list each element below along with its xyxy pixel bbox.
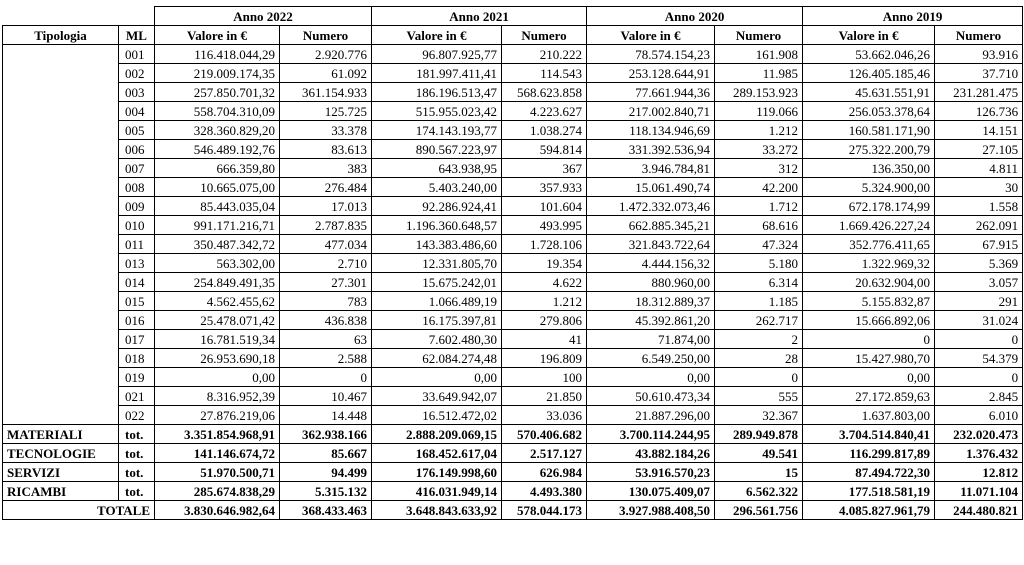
numero-cell: 436.838	[280, 311, 372, 330]
empty-corner-cell	[3, 7, 155, 26]
valore-cell: 6.549.250,00	[587, 349, 715, 368]
numero-cell: 2.517.127	[502, 444, 587, 463]
ml-code-cell: 002	[119, 64, 155, 83]
valore-cell: 321.843.722,64	[587, 235, 715, 254]
numero-cell: 312	[715, 159, 803, 178]
tipologia-cell	[3, 254, 119, 273]
category-total-row	[3, 463, 1023, 482]
valore-cell: 254.849.491,35	[155, 273, 280, 292]
table-cell: 244.480.821	[935, 501, 1023, 520]
ml-code-cell: 005	[119, 121, 155, 140]
valore-cell: 890.567.223,97	[372, 140, 502, 159]
tipologia-cell	[3, 311, 119, 330]
numero-cell: 0	[715, 368, 803, 387]
valore-cell: 3.704.514.840,41	[803, 425, 935, 444]
ml-code-cell: 009	[119, 197, 155, 216]
category-label: SERVIZI	[3, 463, 119, 482]
ml-code-cell: 007	[119, 159, 155, 178]
valore-cell: 12.331.805,70	[372, 254, 502, 273]
valore-cell: 256.053.378,64	[803, 102, 935, 121]
valore-cell: 331.392.536,94	[587, 140, 715, 159]
numero-cell: 32.367	[715, 406, 803, 425]
numero-cell: 2.920.776	[280, 45, 372, 64]
valore-cell: 219.009.174,35	[155, 64, 280, 83]
valore-cell: 126.405.185,46	[803, 64, 935, 83]
numero-cell: 41	[502, 330, 587, 349]
category-label: MATERIALI	[3, 425, 119, 444]
valore-cell: 50.610.473,34	[587, 387, 715, 406]
numero-cell: 101.604	[502, 197, 587, 216]
numero-cell: 493.995	[502, 216, 587, 235]
category-total-row	[3, 482, 1023, 501]
tot-marker: tot.	[119, 482, 155, 501]
numero-cell: 6.314	[715, 273, 803, 292]
numero-cell: 2.588	[280, 349, 372, 368]
valore-cell: 666.359,80	[155, 159, 280, 178]
valore-cell: 27.876.219,06	[155, 406, 280, 425]
valore-cell: 181.997.411,41	[372, 64, 502, 83]
valore-cell: 352.776.411,65	[803, 235, 935, 254]
numero-cell: 21.850	[502, 387, 587, 406]
year-header-2019: Anno 2019	[803, 7, 1023, 26]
valore-cell: 7.602.480,30	[372, 330, 502, 349]
column-header-numero: Numero	[502, 26, 587, 45]
numero-cell: 12.812	[935, 463, 1023, 482]
table-row	[3, 254, 1023, 273]
numero-cell: 291	[935, 292, 1023, 311]
valore-cell: 116.299.817,89	[803, 444, 935, 463]
valore-cell: 285.674.838,29	[155, 482, 280, 501]
table-row	[3, 121, 1023, 140]
valore-cell: 1.322.969,32	[803, 254, 935, 273]
ml-code-cell: 014	[119, 273, 155, 292]
ml-code-cell: 016	[119, 311, 155, 330]
numero-cell: 114.543	[502, 64, 587, 83]
numero-cell: 1.376.432	[935, 444, 1023, 463]
numero-cell: 362.938.166	[280, 425, 372, 444]
tipologia-cell	[3, 45, 119, 64]
table-cell: 368.433.463	[280, 501, 372, 520]
ml-code-cell: 011	[119, 235, 155, 254]
valore-cell: 118.134.946,69	[587, 121, 715, 140]
valore-cell: 5.324.900,00	[803, 178, 935, 197]
valore-cell: 77.661.944,36	[587, 83, 715, 102]
tipologia-cell	[3, 121, 119, 140]
numero-cell: 262.091	[935, 216, 1023, 235]
table-row	[3, 330, 1023, 349]
ml-code-cell: 018	[119, 349, 155, 368]
numero-cell: 0	[935, 368, 1023, 387]
numero-cell: 6.562.322	[715, 482, 803, 501]
numero-cell: 1.185	[715, 292, 803, 311]
table-row	[3, 102, 1023, 121]
numero-cell: 4.493.380	[502, 482, 587, 501]
table-row	[3, 311, 1023, 330]
valore-cell: 136.350,00	[803, 159, 935, 178]
column-header-numero: Numero	[715, 26, 803, 45]
column-header-numero: Numero	[280, 26, 372, 45]
numero-cell: 289.153.923	[715, 83, 803, 102]
ml-code-cell: 008	[119, 178, 155, 197]
numero-cell: 15	[715, 463, 803, 482]
numero-cell: 10.467	[280, 387, 372, 406]
tipologia-cell	[3, 64, 119, 83]
numero-cell: 17.013	[280, 197, 372, 216]
table-row	[3, 406, 1023, 425]
category-total-row	[3, 425, 1023, 444]
table-row	[3, 292, 1023, 311]
valore-cell: 177.518.581,19	[803, 482, 935, 501]
valore-cell: 45.392.861,20	[587, 311, 715, 330]
tipologia-cell	[3, 178, 119, 197]
numero-cell: 1.728.106	[502, 235, 587, 254]
tot-marker: tot.	[119, 425, 155, 444]
numero-cell: 2.845	[935, 387, 1023, 406]
numero-cell: 11.985	[715, 64, 803, 83]
numero-cell: 0	[280, 368, 372, 387]
valore-cell: 85.443.035,04	[155, 197, 280, 216]
tipologia-cell	[3, 235, 119, 254]
year-header-2020: Anno 2020	[587, 7, 803, 26]
valore-cell: 0,00	[372, 368, 502, 387]
ml-code-cell: 019	[119, 368, 155, 387]
ml-code-cell: 003	[119, 83, 155, 102]
valore-cell: 662.885.345,21	[587, 216, 715, 235]
tipologia-cell	[3, 197, 119, 216]
valore-cell: 1.472.332.073,46	[587, 197, 715, 216]
valore-cell: 168.452.617,04	[372, 444, 502, 463]
table-row	[3, 178, 1023, 197]
valore-cell: 21.887.296,00	[587, 406, 715, 425]
valore-cell: 26.953.690,18	[155, 349, 280, 368]
numero-cell: 1.212	[502, 292, 587, 311]
numero-cell: 262.717	[715, 311, 803, 330]
numero-cell: 232.020.473	[935, 425, 1023, 444]
valore-cell: 416.031.949,14	[372, 482, 502, 501]
numero-cell: 63	[280, 330, 372, 349]
numero-cell: 31.024	[935, 311, 1023, 330]
numero-cell: 30	[935, 178, 1023, 197]
valore-cell: 5.403.240,00	[372, 178, 502, 197]
table-row	[3, 273, 1023, 292]
table-row	[3, 140, 1023, 159]
column-header-valore: Valore in €	[587, 26, 715, 45]
tipologia-cell	[3, 216, 119, 235]
valore-cell: 15.675.242,01	[372, 273, 502, 292]
numero-cell: 85.667	[280, 444, 372, 463]
table-row	[3, 349, 1023, 368]
numero-cell: 19.354	[502, 254, 587, 273]
ml-code-cell: 013	[119, 254, 155, 273]
numero-cell: 67.915	[935, 235, 1023, 254]
valore-cell: 2.888.209.069,15	[372, 425, 502, 444]
valore-cell: 0,00	[155, 368, 280, 387]
tipologia-cell	[3, 387, 119, 406]
valore-cell: 176.149.998,60	[372, 463, 502, 482]
valore-cell: 546.489.192,76	[155, 140, 280, 159]
numero-cell: 1.558	[935, 197, 1023, 216]
ml-code-cell: 015	[119, 292, 155, 311]
numero-cell: 27.105	[935, 140, 1023, 159]
valore-cell: 186.196.513,47	[372, 83, 502, 102]
grand-total-row	[3, 501, 1023, 520]
valore-cell: 45.631.551,91	[803, 83, 935, 102]
table-row	[3, 197, 1023, 216]
tipologia-cell	[3, 368, 119, 387]
valore-cell: 130.075.409,07	[587, 482, 715, 501]
valore-cell: 275.322.200,79	[803, 140, 935, 159]
valore-cell: 1.066.489,19	[372, 292, 502, 311]
valore-cell: 1.669.426.227,24	[803, 216, 935, 235]
valore-cell: 16.175.397,81	[372, 311, 502, 330]
numero-cell: 626.984	[502, 463, 587, 482]
valore-cell: 174.143.193,77	[372, 121, 502, 140]
numero-cell: 367	[502, 159, 587, 178]
numero-cell: 28	[715, 349, 803, 368]
numero-cell: 555	[715, 387, 803, 406]
numero-cell: 210.222	[502, 45, 587, 64]
numero-cell: 5.369	[935, 254, 1023, 273]
numero-cell: 568.623.858	[502, 83, 587, 102]
numero-cell: 6.010	[935, 406, 1023, 425]
numero-cell: 37.710	[935, 64, 1023, 83]
numero-cell: 1.212	[715, 121, 803, 140]
tipologia-cell	[3, 406, 119, 425]
numero-cell: 49.541	[715, 444, 803, 463]
grand-total-body	[3, 501, 1023, 520]
valore-cell: 0	[803, 330, 935, 349]
column-header-ml: ML	[119, 26, 155, 45]
year-header-2022: Anno 2022	[155, 7, 372, 26]
table-cell: 578.044.173	[502, 501, 587, 520]
table-row	[3, 387, 1023, 406]
numero-cell: 289.949.878	[715, 425, 803, 444]
valore-cell: 53.916.570,23	[587, 463, 715, 482]
valore-cell: 15.061.490,74	[587, 178, 715, 197]
table-cell: 3.648.843.633,92	[372, 501, 502, 520]
numero-cell: 279.806	[502, 311, 587, 330]
valore-cell: 10.665.075,00	[155, 178, 280, 197]
valore-cell: 1.637.803,00	[803, 406, 935, 425]
table-row	[3, 159, 1023, 178]
valore-cell: 5.155.832,87	[803, 292, 935, 311]
numero-cell: 33.272	[715, 140, 803, 159]
valore-cell: 18.312.889,37	[587, 292, 715, 311]
valore-cell: 643.938,95	[372, 159, 502, 178]
valore-cell: 33.649.942,07	[372, 387, 502, 406]
numero-cell: 5.315.132	[280, 482, 372, 501]
valore-cell: 1.196.360.648,57	[372, 216, 502, 235]
numero-cell: 1.712	[715, 197, 803, 216]
table-row	[3, 45, 1023, 64]
numero-cell: 383	[280, 159, 372, 178]
numero-cell: 14.151	[935, 121, 1023, 140]
valore-cell: 96.807.925,77	[372, 45, 502, 64]
numero-cell: 2.710	[280, 254, 372, 273]
valore-cell: 141.146.674,72	[155, 444, 280, 463]
valore-cell: 51.970.500,71	[155, 463, 280, 482]
valore-cell: 53.662.046,26	[803, 45, 935, 64]
column-header-valore: Valore in €	[803, 26, 935, 45]
valore-cell: 3.351.854.968,91	[155, 425, 280, 444]
numero-cell: 2	[715, 330, 803, 349]
numero-cell: 61.092	[280, 64, 372, 83]
table-cell: 296.561.756	[715, 501, 803, 520]
numero-cell: 783	[280, 292, 372, 311]
numero-cell: 93.916	[935, 45, 1023, 64]
ml-code-cell: 004	[119, 102, 155, 121]
valore-cell: 78.574.154,23	[587, 45, 715, 64]
numero-cell: 119.066	[715, 102, 803, 121]
valore-cell: 16.512.472,02	[372, 406, 502, 425]
valore-cell: 16.781.519,34	[155, 330, 280, 349]
tipologia-cell	[3, 83, 119, 102]
tot-marker: tot.	[119, 444, 155, 463]
numero-cell: 33.036	[502, 406, 587, 425]
valore-cell: 92.286.924,41	[372, 197, 502, 216]
numero-cell: 196.809	[502, 349, 587, 368]
category-label: RICAMBI	[3, 482, 119, 501]
valore-cell: 328.360.829,20	[155, 121, 280, 140]
numero-cell: 14.448	[280, 406, 372, 425]
valore-cell: 27.172.859,63	[803, 387, 935, 406]
valore-cell: 43.882.184,26	[587, 444, 715, 463]
valore-cell: 350.487.342,72	[155, 235, 280, 254]
totals-body	[3, 425, 1023, 501]
valore-cell: 71.874,00	[587, 330, 715, 349]
data-table	[2, 6, 1023, 520]
numero-cell: 161.908	[715, 45, 803, 64]
column-header-numero: Numero	[935, 26, 1023, 45]
valore-cell: 62.084.274,48	[372, 349, 502, 368]
numero-cell: 4.811	[935, 159, 1023, 178]
numero-cell: 4.622	[502, 273, 587, 292]
valore-cell: 257.850.701,32	[155, 83, 280, 102]
table-body	[3, 45, 1023, 425]
category-label: TECNOLOGIE	[3, 444, 119, 463]
valore-cell: 0,00	[587, 368, 715, 387]
valore-cell: 880.960,00	[587, 273, 715, 292]
numero-cell: 125.725	[280, 102, 372, 121]
valore-cell: 25.478.071,42	[155, 311, 280, 330]
table-row	[3, 64, 1023, 83]
valore-cell: 87.494.722,30	[803, 463, 935, 482]
numero-cell: 42.200	[715, 178, 803, 197]
tipologia-cell	[3, 102, 119, 121]
ml-code-cell: 021	[119, 387, 155, 406]
category-total-row	[3, 444, 1023, 463]
valore-cell: 116.418.044,29	[155, 45, 280, 64]
tipologia-cell	[3, 349, 119, 368]
table-cell: 3.830.646.982,64	[155, 501, 280, 520]
numero-cell: 594.814	[502, 140, 587, 159]
numero-cell: 5.180	[715, 254, 803, 273]
numero-cell: 27.301	[280, 273, 372, 292]
valore-cell: 8.316.952,39	[155, 387, 280, 406]
year-header-row	[3, 7, 1023, 26]
valore-cell: 217.002.840,71	[587, 102, 715, 121]
valore-cell: 558.704.310,09	[155, 102, 280, 121]
numero-cell: 4.223.627	[502, 102, 587, 121]
table-cell: 4.085.827.961,79	[803, 501, 935, 520]
ml-code-cell: 022	[119, 406, 155, 425]
numero-cell: 477.034	[280, 235, 372, 254]
numero-cell: 0	[935, 330, 1023, 349]
table-cell: 3.927.988.408,50	[587, 501, 715, 520]
numero-cell: 231.281.475	[935, 83, 1023, 102]
valore-cell: 672.178.174,99	[803, 197, 935, 216]
table-row	[3, 83, 1023, 102]
valore-cell: 253.128.644,91	[587, 64, 715, 83]
tipologia-cell	[3, 159, 119, 178]
valore-cell: 20.632.904,00	[803, 273, 935, 292]
numero-cell: 126.736	[935, 102, 1023, 121]
valore-cell: 15.666.892,06	[803, 311, 935, 330]
column-header-valore: Valore in €	[372, 26, 502, 45]
valore-cell: 515.955.023,42	[372, 102, 502, 121]
year-header-2021: Anno 2021	[372, 7, 587, 26]
grand-total-label: TOTALE	[3, 501, 155, 520]
numero-cell: 47.324	[715, 235, 803, 254]
numero-cell: 11.071.104	[935, 482, 1023, 501]
numero-cell: 33.378	[280, 121, 372, 140]
numero-cell: 1.038.274	[502, 121, 587, 140]
valore-cell: 143.383.486,60	[372, 235, 502, 254]
tot-marker: tot.	[119, 463, 155, 482]
numero-cell: 361.154.933	[280, 83, 372, 102]
tipologia-cell	[3, 273, 119, 292]
valore-cell: 160.581.171,90	[803, 121, 935, 140]
column-header-tipologia: Tipologia	[3, 26, 119, 45]
valore-cell: 4.562.455,62	[155, 292, 280, 311]
table-row	[3, 235, 1023, 254]
numero-cell: 2.787.835	[280, 216, 372, 235]
valore-cell: 3.700.114.244,95	[587, 425, 715, 444]
table-row	[3, 368, 1023, 387]
tipologia-cell	[3, 292, 119, 311]
numero-cell: 100	[502, 368, 587, 387]
table-row	[3, 216, 1023, 235]
numero-cell: 570.406.682	[502, 425, 587, 444]
ml-code-cell: 006	[119, 140, 155, 159]
ml-code-cell: 017	[119, 330, 155, 349]
ml-code-cell: 010	[119, 216, 155, 235]
column-header-valore: Valore in €	[155, 26, 280, 45]
ml-code-cell: 001	[119, 45, 155, 64]
numero-cell: 54.379	[935, 349, 1023, 368]
numero-cell: 357.933	[502, 178, 587, 197]
numero-cell: 68.616	[715, 216, 803, 235]
valore-cell: 0,00	[803, 368, 935, 387]
numero-cell: 83.613	[280, 140, 372, 159]
tipologia-cell	[3, 330, 119, 349]
column-header-row	[3, 26, 1023, 45]
numero-cell: 3.057	[935, 273, 1023, 292]
valore-cell: 991.171.216,71	[155, 216, 280, 235]
valore-cell: 4.444.156,32	[587, 254, 715, 273]
numero-cell: 276.484	[280, 178, 372, 197]
valore-cell: 563.302,00	[155, 254, 280, 273]
valore-cell: 3.946.784,81	[587, 159, 715, 178]
tipologia-cell	[3, 140, 119, 159]
numero-cell: 94.499	[280, 463, 372, 482]
valore-cell: 15.427.980,70	[803, 349, 935, 368]
